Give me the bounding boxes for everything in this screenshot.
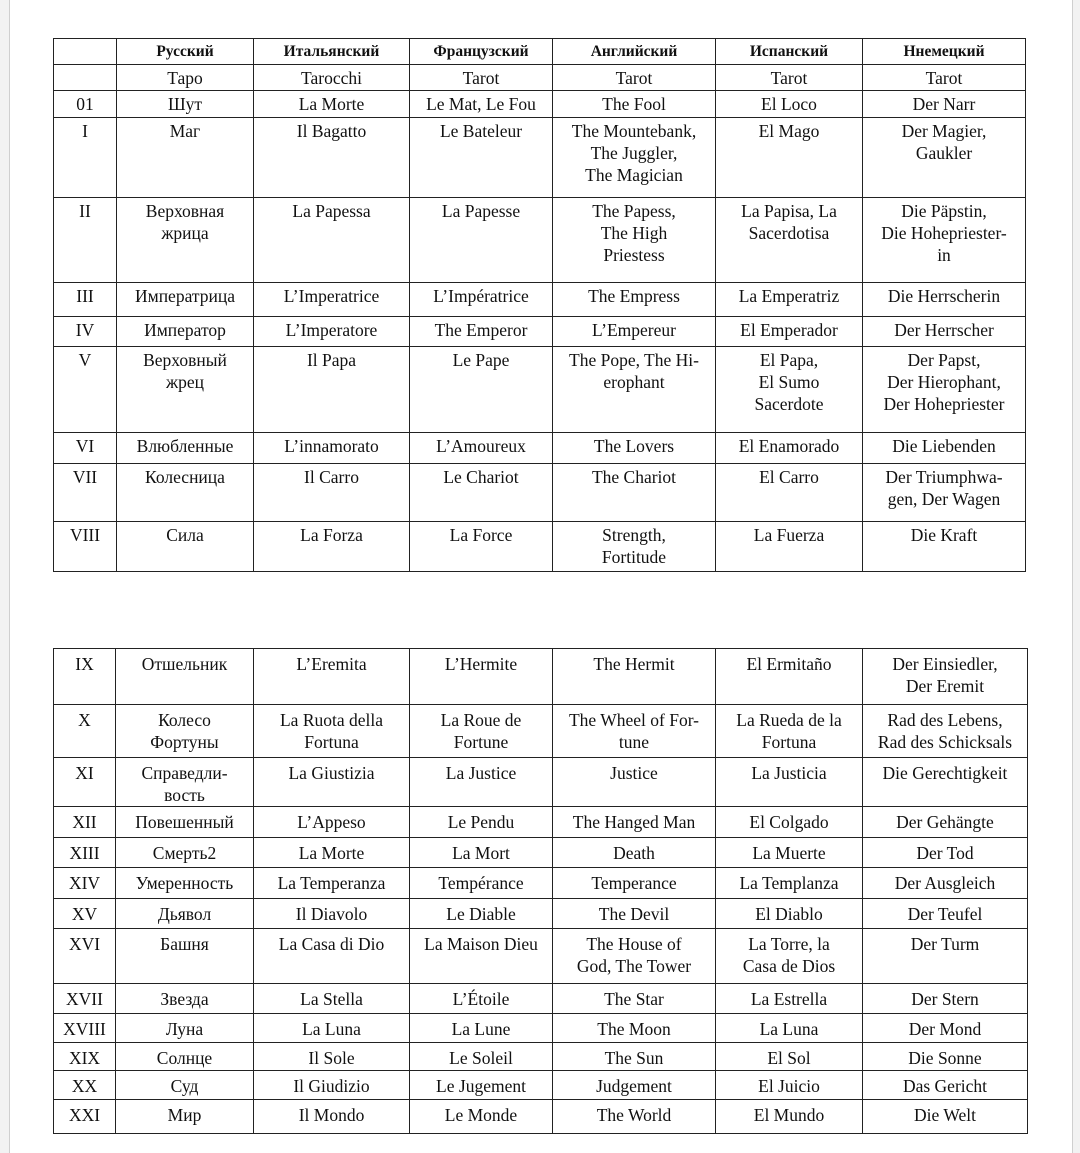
card-name-cell: Der Tod [863, 838, 1028, 868]
card-name-cell: The Wheel of For- tune [553, 705, 716, 758]
card-name-cell: Der Stern [863, 984, 1028, 1014]
card-name-cell: El Mundo [716, 1100, 863, 1134]
card-name-cell: El Juicio [716, 1071, 863, 1100]
card-name-cell: Верховный жрец [117, 347, 254, 433]
card-name-cell: Il Carro [254, 464, 410, 522]
card-name-cell: El Papa, El Sumo Sacerdote [716, 347, 863, 433]
card-name-cell: La Emperatriz [716, 283, 863, 317]
card-name-cell: La Ruota della Fortuna [254, 705, 410, 758]
arcana-number-cell: XIX [54, 1043, 116, 1071]
card-name-cell: Die Kraft [863, 522, 1026, 572]
card-name-cell: Il Papa [254, 347, 410, 433]
card-name-cell: Der Narr [863, 91, 1026, 118]
card-name-cell: La Stella [254, 984, 410, 1014]
card-name-cell: Der Magier, Gaukler [863, 118, 1026, 198]
arcana-number-cell: XVII [54, 984, 116, 1014]
card-name-cell: Tarot [716, 65, 863, 91]
card-name-cell: La Fuerza [716, 522, 863, 572]
arcana-number-cell: 01 [54, 91, 117, 118]
card-name-cell: Мир [116, 1100, 254, 1134]
card-name-cell: The Sun [553, 1043, 716, 1071]
card-name-cell: Le Chariot [410, 464, 553, 522]
card-name-cell: El Mago [716, 118, 863, 198]
arcana-number-cell: XXI [54, 1100, 116, 1134]
card-name-cell: El Diablo [716, 899, 863, 929]
card-name-cell: L’Eremita [254, 649, 410, 705]
table-row [54, 649, 1028, 705]
card-name-cell: Le Diable [410, 899, 553, 929]
card-name-cell: Der Ausgleich [863, 868, 1028, 899]
table-row [54, 347, 1026, 433]
card-name-cell: Der Herrscher [863, 317, 1026, 347]
arcana-number-cell: V [54, 347, 117, 433]
arcana-number-cell: X [54, 705, 116, 758]
column-header: Ннемецкий [863, 39, 1026, 65]
card-name-cell: Der Teufel [863, 899, 1028, 929]
card-name-cell: The Devil [553, 899, 716, 929]
table-row [54, 433, 1026, 464]
card-name-cell: La Maison Dieu [410, 929, 553, 984]
card-name-cell: Шут [117, 91, 254, 118]
card-name-cell: L’Appeso [254, 807, 410, 838]
table-row [54, 118, 1026, 198]
table-row [54, 1100, 1028, 1134]
card-name-cell: Die Welt [863, 1100, 1028, 1134]
card-name-cell: Judgement [553, 1071, 716, 1100]
card-name-cell: The Pope, The Hi- erophant [553, 347, 716, 433]
card-name-cell: Суд [116, 1071, 254, 1100]
header-row [54, 39, 1026, 65]
card-name-cell: Маг [117, 118, 254, 198]
card-name-cell: Таро [117, 65, 254, 91]
card-name-cell: La Papisa, La Sacerdotisa [716, 198, 863, 283]
card-name-cell: La Justicia [716, 758, 863, 807]
card-name-cell: Rad des Lebens, Rad des Schicksals [863, 705, 1028, 758]
table-row [54, 758, 1028, 807]
card-name-cell: Il Sole [254, 1043, 410, 1071]
card-name-cell: Император [117, 317, 254, 347]
column-header: Русский [117, 39, 254, 65]
arcana-number-cell: XX [54, 1071, 116, 1100]
card-name-cell: Der Einsiedler, Der Eremit [863, 649, 1028, 705]
page-edge-right [1072, 0, 1080, 1153]
card-name-cell: Der Turm [863, 929, 1028, 984]
card-name-cell: Смерть2 [116, 838, 254, 868]
card-name-cell: L’Empereur [553, 317, 716, 347]
card-name-cell: L’innamorato [254, 433, 410, 464]
card-name-cell: Солнце [116, 1043, 254, 1071]
card-name-cell: Повешенный [116, 807, 254, 838]
card-name-cell: Death [553, 838, 716, 868]
card-name-cell: L’Étoile [410, 984, 553, 1014]
card-name-cell: The Lovers [553, 433, 716, 464]
card-name-cell: Die Gerechtigkeit [863, 758, 1028, 807]
card-name-cell: Tarot [863, 65, 1026, 91]
table-row [54, 464, 1026, 522]
card-name-cell: Der Triumphwa- gen, Der Wagen [863, 464, 1026, 522]
card-name-cell: Temperance [553, 868, 716, 899]
card-name-cell: La Luna [254, 1014, 410, 1043]
card-name-cell: The Mountebank, The Juggler, The Magician [553, 118, 716, 198]
card-name-cell: Tarocchi [254, 65, 410, 91]
page-edge-left [0, 0, 10, 1153]
card-name-cell: The House of God, The Tower [553, 929, 716, 984]
card-name-cell: El Ermitaño [716, 649, 863, 705]
table-row [54, 868, 1028, 899]
tarot-names-table-2 [53, 648, 1028, 1134]
card-name-cell: L’Imperatore [254, 317, 410, 347]
card-name-cell: The Emperor [410, 317, 553, 347]
arcana-number-cell: XVIII [54, 1014, 116, 1043]
card-name-cell: L’Amoureux [410, 433, 553, 464]
card-name-cell: Tarot [553, 65, 716, 91]
arcana-number-cell: III [54, 283, 117, 317]
card-name-cell: The Moon [553, 1014, 716, 1043]
arcana-number-cell [54, 65, 117, 91]
card-name-cell: La Morte [254, 91, 410, 118]
card-name-cell: La Temperanza [254, 868, 410, 899]
column-header: Испанский [716, 39, 863, 65]
card-name-cell: La Rueda de la Fortuna [716, 705, 863, 758]
arcana-number-cell: II [54, 198, 117, 283]
arcana-number-cell: XII [54, 807, 116, 838]
card-name-cell: Звезда [116, 984, 254, 1014]
table-row [54, 705, 1028, 758]
card-name-cell: Die Liebenden [863, 433, 1026, 464]
card-name-cell: Влюбленные [117, 433, 254, 464]
card-name-cell: L’Impératrice [410, 283, 553, 317]
card-name-cell: The Fool [553, 91, 716, 118]
table-row [54, 65, 1026, 91]
table-row [54, 1043, 1028, 1071]
card-name-cell: Le Monde [410, 1100, 553, 1134]
card-name-cell: La Force [410, 522, 553, 572]
card-name-cell: Il Bagatto [254, 118, 410, 198]
arcana-number-cell: VIII [54, 522, 117, 572]
card-name-cell: La Justice [410, 758, 553, 807]
card-name-cell: La Morte [254, 838, 410, 868]
column-header [54, 39, 117, 65]
card-name-cell: The Papess, The High Priestess [553, 198, 716, 283]
card-name-cell: El Emperador [716, 317, 863, 347]
arcana-number-cell: IV [54, 317, 117, 347]
tarot-names-table-1 [53, 38, 1026, 572]
column-header: Английский [553, 39, 716, 65]
card-name-cell: Il Giudizio [254, 1071, 410, 1100]
column-header: Французский [410, 39, 553, 65]
card-name-cell: Il Diavolo [254, 899, 410, 929]
card-name-cell: Le Pape [410, 347, 553, 433]
card-name-cell: Колесо Фортуны [116, 705, 254, 758]
card-name-cell: Das Gericht [863, 1071, 1028, 1100]
card-name-cell: The Star [553, 984, 716, 1014]
card-name-cell: Tempérance [410, 868, 553, 899]
card-name-cell: La Luna [716, 1014, 863, 1043]
arcana-number-cell: XV [54, 899, 116, 929]
table-row [54, 283, 1026, 317]
card-name-cell: Дьявол [116, 899, 254, 929]
card-name-cell: Der Papst, Der Hierophant, Der Hohepriester [863, 347, 1026, 433]
arcana-number-cell: XI [54, 758, 116, 807]
arcana-number-cell: XVI [54, 929, 116, 984]
card-name-cell: The Hermit [553, 649, 716, 705]
card-name-cell: Сила [117, 522, 254, 572]
card-name-cell: La Giustizia [254, 758, 410, 807]
card-name-cell: La Papesse [410, 198, 553, 283]
card-name-cell: Justice [553, 758, 716, 807]
card-name-cell: Die Sonne [863, 1043, 1028, 1071]
card-name-cell: Умеренность [116, 868, 254, 899]
table-row [54, 984, 1028, 1014]
arcana-number-cell: XIII [54, 838, 116, 868]
card-name-cell: Die Päpstin, Die Hohepriester- in [863, 198, 1026, 283]
card-name-cell: Верховная жрица [117, 198, 254, 283]
card-name-cell: Отшельник [116, 649, 254, 705]
card-name-cell: Der Gehängte [863, 807, 1028, 838]
card-name-cell: Императрица [117, 283, 254, 317]
column-header: Итальянский [254, 39, 410, 65]
card-name-cell: La Estrella [716, 984, 863, 1014]
card-name-cell: Le Soleil [410, 1043, 553, 1071]
arcana-number-cell: VII [54, 464, 117, 522]
table-row [54, 1014, 1028, 1043]
card-name-cell: Le Mat, Le Fou [410, 91, 553, 118]
card-name-cell: Колесница [117, 464, 254, 522]
card-name-cell: La Forza [254, 522, 410, 572]
card-name-cell: Tarot [410, 65, 553, 91]
card-name-cell: El Sol [716, 1043, 863, 1071]
arcana-number-cell: VI [54, 433, 117, 464]
card-name-cell: La Torre, la Casa de Dios [716, 929, 863, 984]
card-name-cell: Der Mond [863, 1014, 1028, 1043]
arcana-number-cell: XIV [54, 868, 116, 899]
table-row [54, 1071, 1028, 1100]
card-name-cell: La Mort [410, 838, 553, 868]
card-name-cell: Луна [116, 1014, 254, 1043]
table-row [54, 522, 1026, 572]
card-name-cell: L’Imperatrice [254, 283, 410, 317]
card-name-cell: Strength, Fortitude [553, 522, 716, 572]
card-name-cell: La Papessa [254, 198, 410, 283]
card-name-cell: Le Jugement [410, 1071, 553, 1100]
card-name-cell: Die Herrscherin [863, 283, 1026, 317]
card-name-cell: Справедли- вость [116, 758, 254, 807]
card-name-cell: The Empress [553, 283, 716, 317]
card-name-cell: The World [553, 1100, 716, 1134]
card-name-cell: La Muerte [716, 838, 863, 868]
card-name-cell: Башня [116, 929, 254, 984]
card-name-cell: La Casa di Dio [254, 929, 410, 984]
card-name-cell: The Hanged Man [553, 807, 716, 838]
table-row [54, 91, 1026, 118]
arcana-number-cell: I [54, 118, 117, 198]
table-row [54, 807, 1028, 838]
table-row [54, 838, 1028, 868]
table-row [54, 198, 1026, 283]
table-row [54, 929, 1028, 984]
table-row [54, 899, 1028, 929]
arcana-number-cell: IX [54, 649, 116, 705]
card-name-cell: El Carro [716, 464, 863, 522]
card-name-cell: L’Hermite [410, 649, 553, 705]
card-name-cell: El Colgado [716, 807, 863, 838]
card-name-cell: Le Bateleur [410, 118, 553, 198]
card-name-cell: El Enamorado [716, 433, 863, 464]
card-name-cell: Le Pendu [410, 807, 553, 838]
table-row [54, 317, 1026, 347]
card-name-cell: La Lune [410, 1014, 553, 1043]
card-name-cell: Il Mondo [254, 1100, 410, 1134]
card-name-cell: El Loco [716, 91, 863, 118]
card-name-cell: La Roue de Fortune [410, 705, 553, 758]
card-name-cell: The Chariot [553, 464, 716, 522]
card-name-cell: La Templanza [716, 868, 863, 899]
